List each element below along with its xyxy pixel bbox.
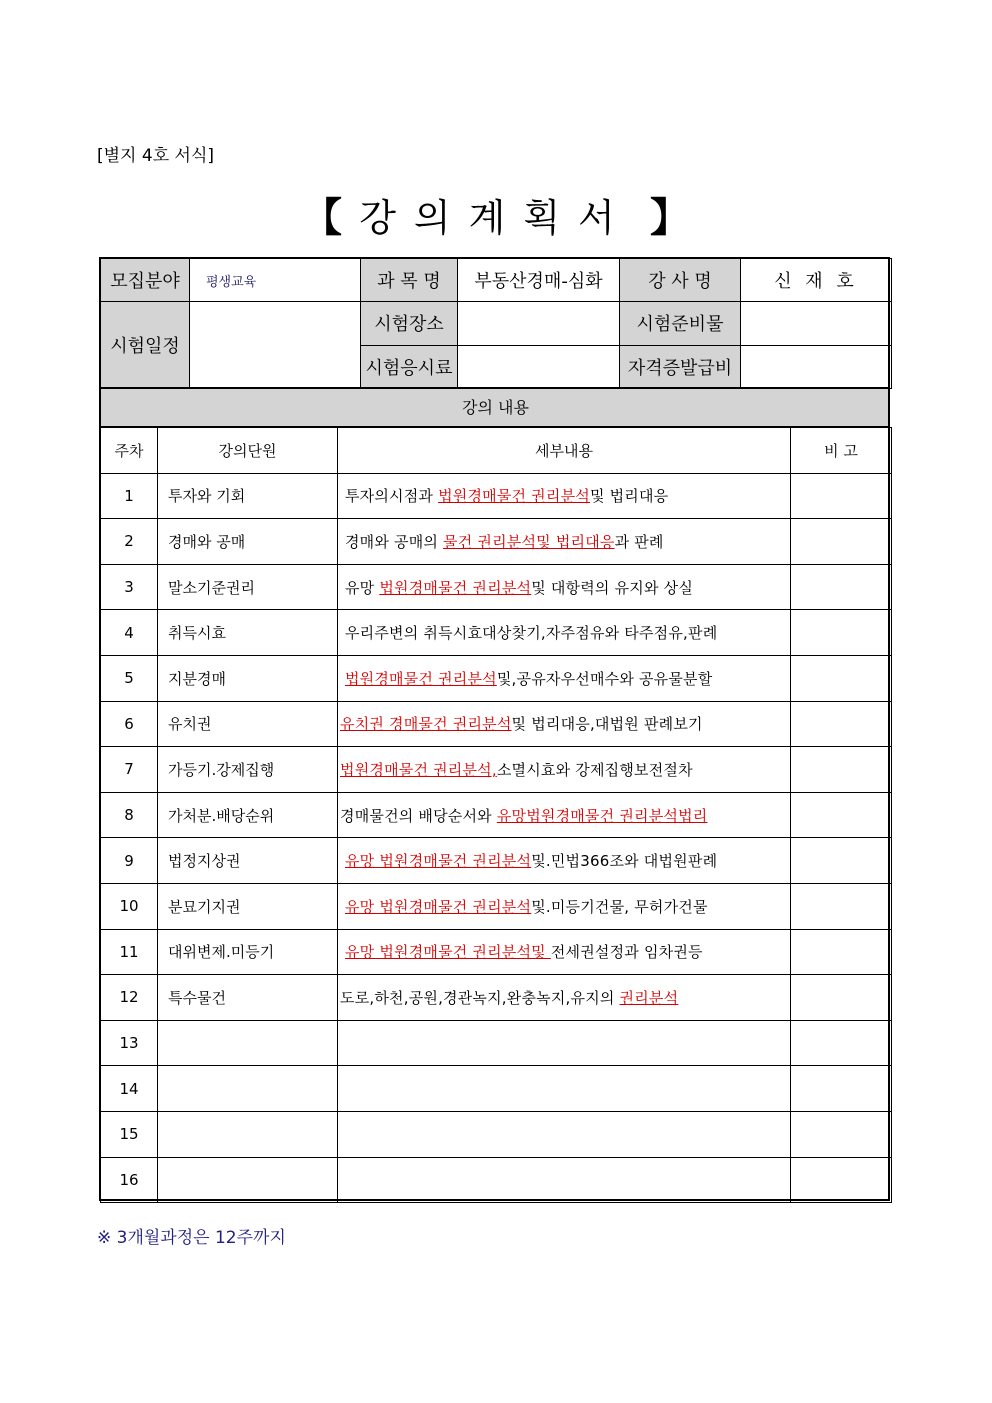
- exam-fee-label: 시험응시료: [361, 345, 458, 389]
- week-cell: 1: [101, 473, 158, 519]
- unit-cell: 가등기.강제집행: [158, 747, 338, 793]
- detail-emphasis: 유망 법원경매물건 권리분석: [344, 852, 532, 871]
- table-row: [101, 473, 892, 519]
- week-cell: 9: [101, 838, 158, 884]
- note-cell: [791, 1066, 892, 1112]
- detail-cell: [338, 473, 791, 519]
- note-cell: [791, 564, 892, 610]
- cert-fee-value[interactable]: [741, 345, 892, 389]
- detail-cell: [338, 610, 791, 656]
- week-cell: 14: [101, 1066, 158, 1112]
- week-column-header: 주차: [101, 428, 158, 474]
- detail-emphasis: 권리분석: [619, 988, 679, 1007]
- detail-text-tail: 과 판례: [614, 532, 664, 551]
- note-cell: [791, 473, 892, 519]
- detail-emphasis: 법원경매물건 권리분석: [438, 487, 590, 506]
- note-cell: [791, 792, 892, 838]
- exam-place-label: 시험장소: [361, 302, 458, 346]
- detail-text-tail: 및 법리대응: [589, 487, 669, 506]
- detail-cell: [338, 929, 791, 975]
- note-cell: [791, 929, 892, 975]
- exam-supplies-label: 시험준비물: [620, 302, 741, 346]
- title-close-bracket: 】: [650, 195, 690, 241]
- field-value[interactable]: 평생교육: [190, 259, 361, 302]
- table-row: [101, 610, 892, 656]
- week-cell: 2: [101, 519, 158, 565]
- note-cell: [791, 655, 892, 701]
- detail-emphasis: 유치권 경매물건 권리분석: [340, 715, 512, 734]
- note-cell: [791, 1157, 892, 1203]
- week-cell: 11: [101, 929, 158, 975]
- detail-text-tail: 소멸시효와 강제집행보전절차: [496, 760, 693, 779]
- detail-cell: [338, 838, 791, 884]
- table-row: [101, 1157, 892, 1203]
- document-title: [0, 186, 992, 243]
- content-heading: 강의 내용: [101, 387, 890, 427]
- note-cell: [791, 883, 892, 929]
- unit-cell: 투자와 기회: [158, 473, 338, 519]
- unit-column-header: 강의단원: [158, 428, 338, 474]
- title-text: 강의계획서: [359, 196, 633, 240]
- detail-text: 투자의시점과: [340, 487, 439, 506]
- detail-text-tail: 전세권설정과 임차권등: [550, 943, 703, 962]
- unit-cell: [158, 1020, 338, 1066]
- table-row: [101, 519, 892, 565]
- lecture-plan-body: [101, 473, 892, 1203]
- detail-cell: [338, 1157, 791, 1203]
- note-cell: [791, 701, 892, 747]
- week-cell: 4: [101, 610, 158, 656]
- detail-column-header: 세부내용: [338, 428, 791, 474]
- detail-cell: [338, 792, 791, 838]
- lecture-plan-table: [100, 427, 892, 1203]
- note-cell: [791, 747, 892, 793]
- table-row: [101, 1066, 892, 1112]
- unit-cell: [158, 1111, 338, 1157]
- unit-cell: 지분경매: [158, 655, 338, 701]
- unit-cell: 특수물건: [158, 975, 338, 1021]
- week-cell: 16: [101, 1157, 158, 1203]
- table-row: [101, 929, 892, 975]
- unit-cell: [158, 1157, 338, 1203]
- week-cell: 8: [101, 792, 158, 838]
- unit-cell: 유치권: [158, 701, 338, 747]
- unit-cell: 분묘기지권: [158, 883, 338, 929]
- detail-cell: [338, 1111, 791, 1157]
- detail-cell: [338, 655, 791, 701]
- table-row: [101, 655, 892, 701]
- detail-text: 경매와 공매의: [340, 532, 444, 551]
- exam-supplies-value[interactable]: [741, 302, 892, 346]
- detail-cell: [338, 1066, 791, 1112]
- note-column-header: 비 고: [791, 428, 892, 474]
- detail-emphasis: 물건 권리분석및 법리대응: [443, 532, 615, 551]
- instructor-label: 강 사 명: [620, 259, 741, 302]
- table-row: [101, 701, 892, 747]
- unit-cell: 대위변제.미등기: [158, 929, 338, 975]
- exam-place-value[interactable]: [458, 302, 620, 346]
- detail-text: 우리주변의 취득시효대상찾기,자주점유와 타주점유,판례: [340, 624, 718, 643]
- week-cell: 3: [101, 564, 158, 610]
- exam-schedule-label: 시험일정: [101, 302, 190, 389]
- table-row: [101, 792, 892, 838]
- detail-text: 도로,하천,공원,경관녹지,완충녹지,유지의: [340, 988, 620, 1007]
- note-cell: [791, 838, 892, 884]
- table-row: [101, 975, 892, 1021]
- week-cell: 7: [101, 747, 158, 793]
- detail-cell: [338, 564, 791, 610]
- table-row: [101, 838, 892, 884]
- detail-text-tail: 및.미등기건물, 무허가건물: [531, 897, 708, 916]
- unit-cell: 취득시효: [158, 610, 338, 656]
- detail-emphasis: 법원경매물건 권리분석: [379, 578, 532, 597]
- table-row: [101, 747, 892, 793]
- unit-cell: [158, 1066, 338, 1112]
- detail-emphasis: 법원경매물건 권리분석: [344, 669, 497, 688]
- detail-cell: [338, 1020, 791, 1066]
- week-cell: 15: [101, 1111, 158, 1157]
- detail-cell: [338, 519, 791, 565]
- table-row: [101, 1020, 892, 1066]
- week-cell: 10: [101, 883, 158, 929]
- subject-label: 과 목 명: [361, 259, 458, 302]
- cert-fee-label: 자격증발급비: [620, 345, 741, 389]
- detail-emphasis: 법원경매물건 권리분석,: [340, 760, 497, 779]
- detail-text-tail: 및 법리대응,대법원 판례보기: [511, 715, 703, 734]
- week-cell: 5: [101, 655, 158, 701]
- detail-text-tail: 및.민법366조와 대법원판례: [531, 852, 718, 871]
- detail-text: 경매물건의 배당순서와: [340, 806, 497, 825]
- detail-text-tail: 및,공유자우선매수와 공유물분할: [496, 669, 713, 688]
- note-cell: [791, 519, 892, 565]
- table-row: [101, 1111, 892, 1157]
- title-open-bracket: 【: [301, 195, 342, 241]
- note-cell: [791, 1020, 892, 1066]
- exam-schedule-value[interactable]: [190, 302, 361, 389]
- instructor-value[interactable]: 신 재 호: [741, 259, 892, 302]
- detail-cell: [338, 747, 791, 793]
- note-cell: [791, 1111, 892, 1157]
- unit-cell: 말소기준권리: [158, 564, 338, 610]
- detail-text: 유망: [340, 578, 380, 597]
- subject-value[interactable]: 부동산경매-심화: [458, 259, 620, 302]
- detail-emphasis: 유망 법원경매물건 권리분석: [344, 897, 532, 916]
- detail-emphasis: 유망 법원경매물건 권리분석및: [344, 943, 551, 962]
- table-row: [101, 883, 892, 929]
- detail-cell: [338, 883, 791, 929]
- week-cell: 13: [101, 1020, 158, 1066]
- detail-text-tail: 및 대항력의 유지와 상실: [531, 578, 694, 597]
- unit-cell: 가처분.배당순위: [158, 792, 338, 838]
- detail-cell: [338, 701, 791, 747]
- field-label: 모집분야: [101, 259, 190, 302]
- detail-emphasis: 유망법원경매물건 권리분석법리: [496, 806, 708, 825]
- form-number: [별지 4호 서식]: [97, 146, 214, 166]
- footnote: ※ 3개월과정은 12주까지: [97, 1228, 286, 1248]
- course-info-table: [100, 258, 892, 389]
- exam-fee-value[interactable]: [458, 345, 620, 389]
- unit-cell: 법정지상권: [158, 838, 338, 884]
- week-cell: 12: [101, 975, 158, 1021]
- table-row: [101, 564, 892, 610]
- unit-cell: 경매와 공매: [158, 519, 338, 565]
- note-cell: [791, 975, 892, 1021]
- detail-cell: [338, 975, 791, 1021]
- note-cell: [791, 610, 892, 656]
- week-cell: 6: [101, 701, 158, 747]
